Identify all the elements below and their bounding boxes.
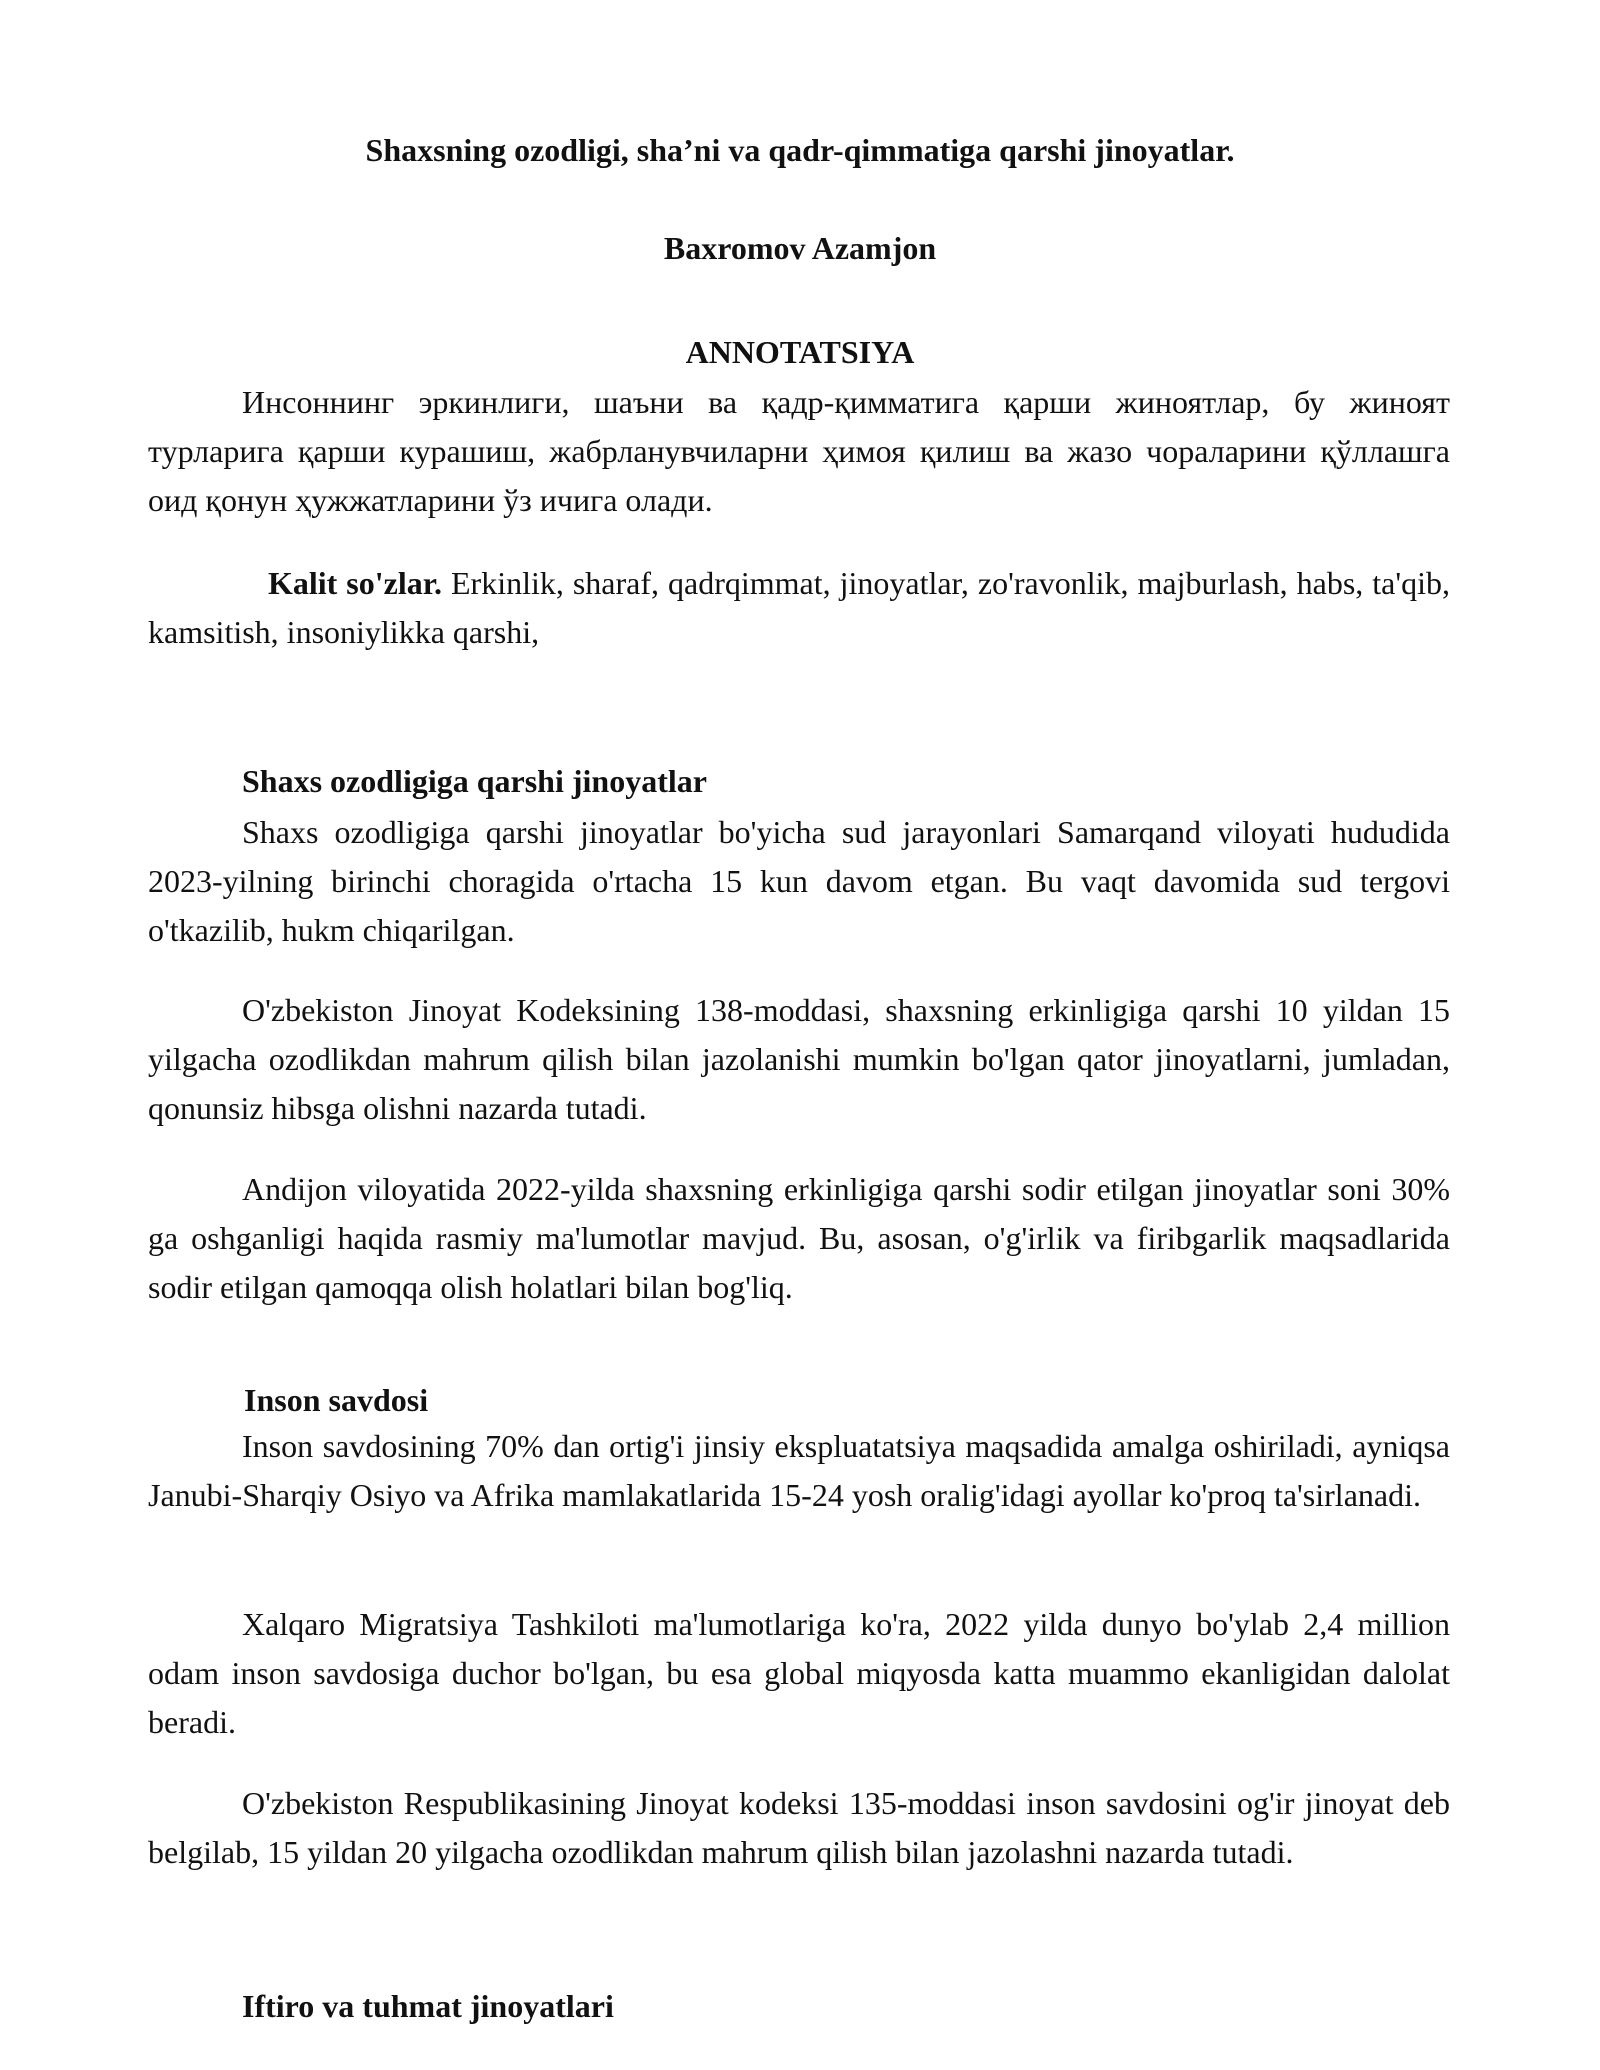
keywords-label: Kalit so'zlar. [268, 565, 443, 601]
paragraph: Inson savdosining 70% dan ortig'i jinsiy ekspluatatsiya maqsadida amalga oshiriladi, ayniqsa Janubi-Sharqiy Osiyo va Afrika mamlakatlarida 15-24 yosh oralig'idagi ayollar ko'proq ta'sirlanadi. [148, 1428, 1450, 1513]
section-heading: Iftiro va tuhmat jinoyatlari [242, 1988, 614, 2024]
keywords-paragraph [148, 559, 1450, 657]
annotation-heading: ANNOTATSIYA [685, 334, 915, 370]
paragraph: O'zbekiston Respublikasining Jinoyat kodeksi 135-moddasi inson savdosini og'ir jinoyat deb belgilab, 15 yildan 20 yilgacha ozodlikdan mahrum qilish bilan jazolashni nazarda tutadi. [148, 1785, 1450, 1870]
paragraph: O'zbekiston Jinoyat Kodeksining 138-moddasi, shaxsning erkinligiga qarshi 10 yildan 15 yilgacha ozodlikdan mahrum qilish bilan jazolanishi mumkin bo'lgan qator jinoyatlarni, jumladan, qonunsiz hibsga olishni nazarda tutadi. [148, 992, 1450, 1126]
author-name: Baxromov Azamjon [663, 230, 937, 266]
section-heading: Shaxs ozodligiga qarshi jinoyatlar [242, 763, 707, 799]
keywords-text: Erkinlik, sharaf, qadrqimmat, jinoyatlar, zo'ravonlik, majburlash, habs, ta'qib, kamsitish, insoniylikka qarshi, [148, 565, 1451, 650]
document-title: Shaxsning ozodligi, sha’ni va qadr-qimmatiga qarshi jinoyatlar. [365, 132, 1235, 168]
paragraph: Shaxs ozodligiga qarshi jinoyatlar bo'yicha sud jarayonlari Samarqand viloyati hududida 2023-yilning birinchi choragida o'rtacha 15 kun davom etgan. Bu vaqt davomida sud tergovi o'tkazilib, hukm chiqarilgan. [148, 814, 1450, 948]
section-heading: Inson savdosi [244, 1382, 429, 1418]
paragraph: Andijon viloyatida 2022-yilda shaxsning erkinligiga qarshi sodir etilgan jinoyatlar soni 30% ga oshganligi haqida rasmiy ma'lumotlar mavjud. Bu, asosan, o'g'irlik va firibgarlik maqsadlarida sodir etilgan qamoqqa olish holatlari bilan bog'liq. [148, 1171, 1450, 1305]
annotation-text: Инсоннинг эркинлиги, шаъни ва қадр-қимматига қарши жиноятлар, бу жиноят турларига қарши курашиш, жабрланувчиларни ҳимоя қилиш ва жазо чораларини қўллашга оид қонун ҳужжатларини ўз ичига олади. [148, 384, 1450, 518]
paragraph: Xalqaro Migratsiya Tashkiloti ma'lumotlariga ko'ra, 2022 yilda dunyo bo'ylab 2,4 million odam inson savdosiga duchor bo'lgan, bu esa global miqyosda katta muammo ekanligidan dalolat beradi. [148, 1606, 1450, 1740]
